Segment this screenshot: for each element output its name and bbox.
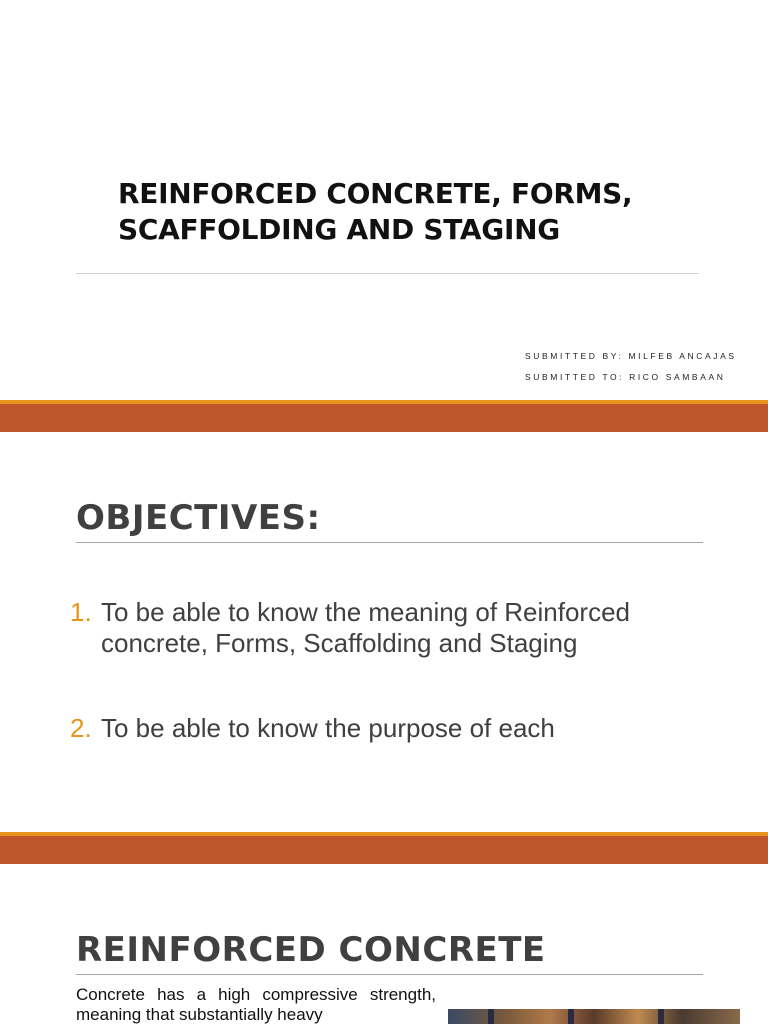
objective-item bbox=[70, 713, 710, 744]
reinforced-concrete-heading: REINFORCED CONCRETE bbox=[76, 930, 546, 970]
objectives-divider bbox=[76, 542, 703, 543]
slide-title-line-1: REINFORCED CONCRETE, FORMS, bbox=[118, 177, 633, 210]
reinforced-concrete-slide bbox=[0, 864, 768, 1024]
separator-rust-bar bbox=[0, 836, 768, 864]
slide-separator bbox=[0, 400, 768, 432]
reinforced-concrete-body: Concrete has a high compressive strength, meaning that substantially heavy bbox=[76, 985, 436, 1024]
slide-separator bbox=[0, 832, 768, 864]
objective-number: 2. bbox=[70, 713, 92, 743]
objectives-heading: OBJECTIVES: bbox=[76, 498, 321, 538]
objective-number: 1. bbox=[70, 597, 92, 627]
objective-item bbox=[70, 597, 710, 659]
submitted-to-text: SUBMITTED TO: RICO SAMBAAN bbox=[525, 372, 726, 382]
title-slide bbox=[0, 0, 768, 400]
submitted-by-text: SUBMITTED BY: MILFEB ANCAJAS bbox=[525, 351, 737, 361]
photo-detail bbox=[658, 1009, 664, 1024]
construction-photo bbox=[448, 1009, 740, 1024]
objectives-slide bbox=[0, 432, 768, 832]
photo-detail bbox=[488, 1009, 494, 1024]
reinforced-concrete-divider bbox=[76, 974, 703, 975]
slide-title-line-2: SCAFFOLDING AND STAGING bbox=[118, 213, 560, 246]
slide-title bbox=[118, 176, 718, 248]
title-divider bbox=[76, 273, 699, 274]
objective-text: To be able to know the meaning of Reinforced concrete, Forms, Scaffolding and Staging bbox=[101, 597, 631, 658]
separator-rust-bar bbox=[0, 404, 768, 432]
objective-text: To be able to know the purpose of each bbox=[101, 713, 555, 743]
photo-detail bbox=[568, 1009, 574, 1024]
